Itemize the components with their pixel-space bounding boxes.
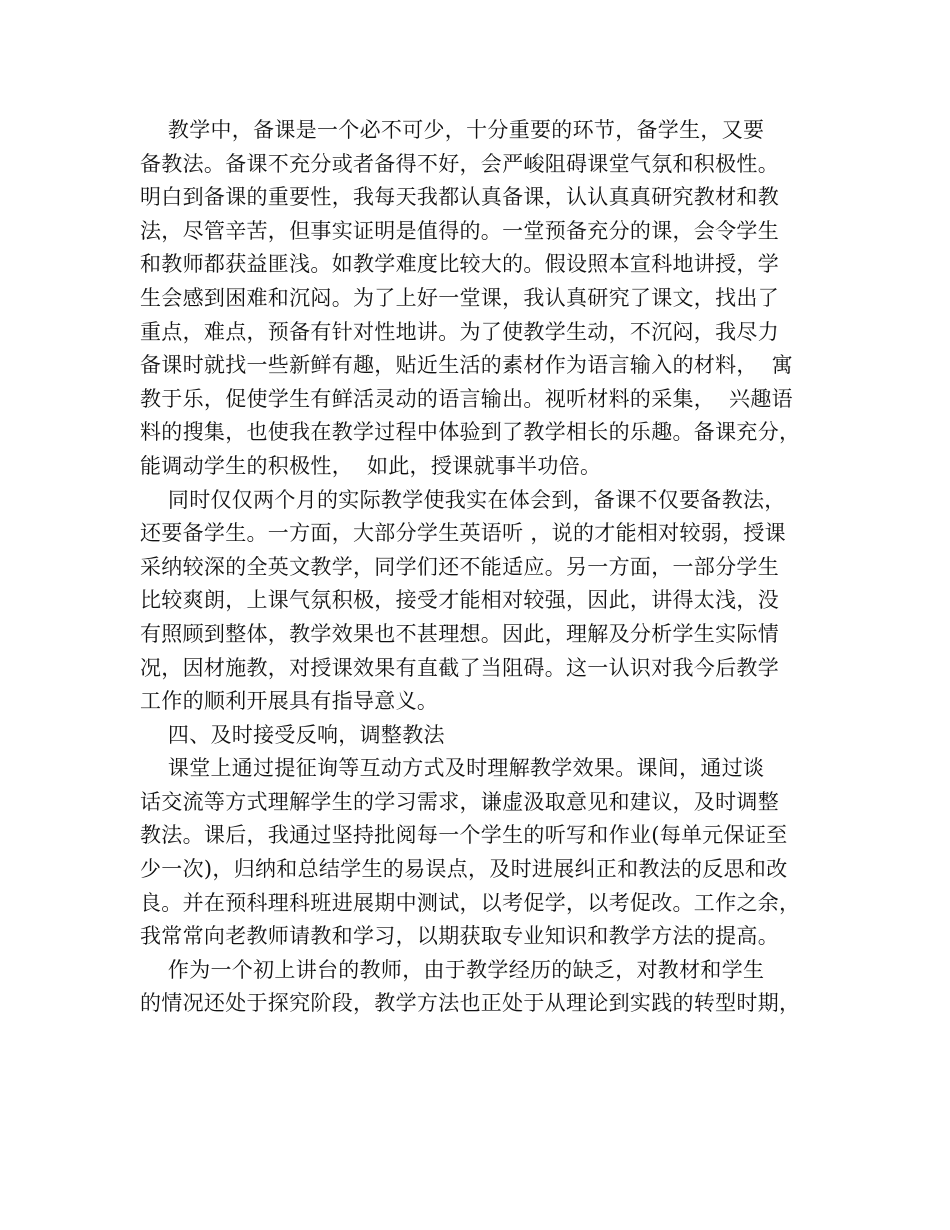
text-line: 有照顾到整体，教学效果也不甚理想。因此，理解及分析学生实际情 [140, 621, 779, 646]
text-line: 的情况还处于探究阶段，教学方法也正处于从理论到实践的转型时期， [140, 991, 801, 1016]
text-line: 重点，难点，预备有针对性地讲。为了使教学生动，不沉闷，我尽力 [140, 319, 779, 344]
text-line: 和教师都获益匪浅。如教学难度比较大的。假设照本宣科地讲授，学 [140, 252, 779, 277]
text-line: 工作的顺利开展具有指导意义。 [140, 689, 439, 714]
text-line: 比较爽朗，上课气氛积极，接受才能相对较强，因此，讲得太浅，没 [140, 588, 779, 613]
text-line: 生会感到困难和沉闷。为了上好一堂课，我认真研究了课文，找出了 [140, 285, 779, 310]
text-line: 况，因材施教，对授课效果有直截了当阻碍。这一认识对我今后教学 [140, 655, 779, 680]
text-line: 还要备学生。一方面，大部分学生英语听 ，说的才能相对较弱，授课 [140, 521, 786, 546]
body-text [140, 114, 830, 1021]
text-line: 教法。课后，我通过坚持批阅每一个学生的听写和作业(每单元保证至 [140, 823, 788, 848]
text-line: 能调动学生的积极性， 如此，授课就事半功倍。 [140, 453, 602, 478]
text-line: 我常常向老教师请教和学习，以期获取专业知识和教学方法的提高。 [140, 924, 779, 949]
section-heading: 四、及时接受反响，调整教法 [140, 722, 445, 747]
text-line: 良。并在预科理科班进展期中测试，以考促学，以考促改。工作之余， [140, 890, 801, 915]
text-line: 作为一个初上讲台的教师，由于教学经历的缺乏，对教材和学生 [140, 957, 765, 982]
text-line: 少一次)，归纳和总结学生的易误点，及时进展纠正和教法的反思和改 [140, 857, 788, 882]
text-line: 法，尽管辛苦，但事实证明是值得的。一堂预备充分的课，会令学生 [140, 218, 779, 243]
text-line: 教学中，备课是一个必不可少，十分重要的环节，备学生，又要 [140, 118, 765, 142]
text-line: 话交流等方式理解学生的学习需求，谦虚汲取意见和建议，及时调整 [140, 789, 779, 814]
text-line: 教于乐，促使学生有鲜活灵动的语言输出。视听材料的采集， 兴趣语 [140, 386, 793, 411]
text-line: 备课时就找一些新鲜有趣，贴近生活的素材作为语言输入的材料， 寓 [140, 353, 793, 378]
text-line: 同时仅仅两个月的实际教学使我实在体会到，备课不仅要备教法， [140, 487, 786, 512]
text-line: 明白到备课的重要性，我每天我都认真备课，认认真真研究教材和教 [140, 185, 779, 210]
text-line: 备教法。备课不充分或者备得不好，会严峻阻碍课堂气氛和积极性。 [140, 151, 779, 176]
text-line: 课堂上通过提征询等互动方式及时理解教学效果。课间，通过谈 [140, 756, 765, 781]
text-line: 采纳较深的全英文教学，同学们还不能适应。另一方面，一部分学生 [140, 554, 779, 579]
text-line: 料的搜集，也使我在教学过程中体验到了教学相长的乐趣。备课充分， [140, 420, 801, 445]
